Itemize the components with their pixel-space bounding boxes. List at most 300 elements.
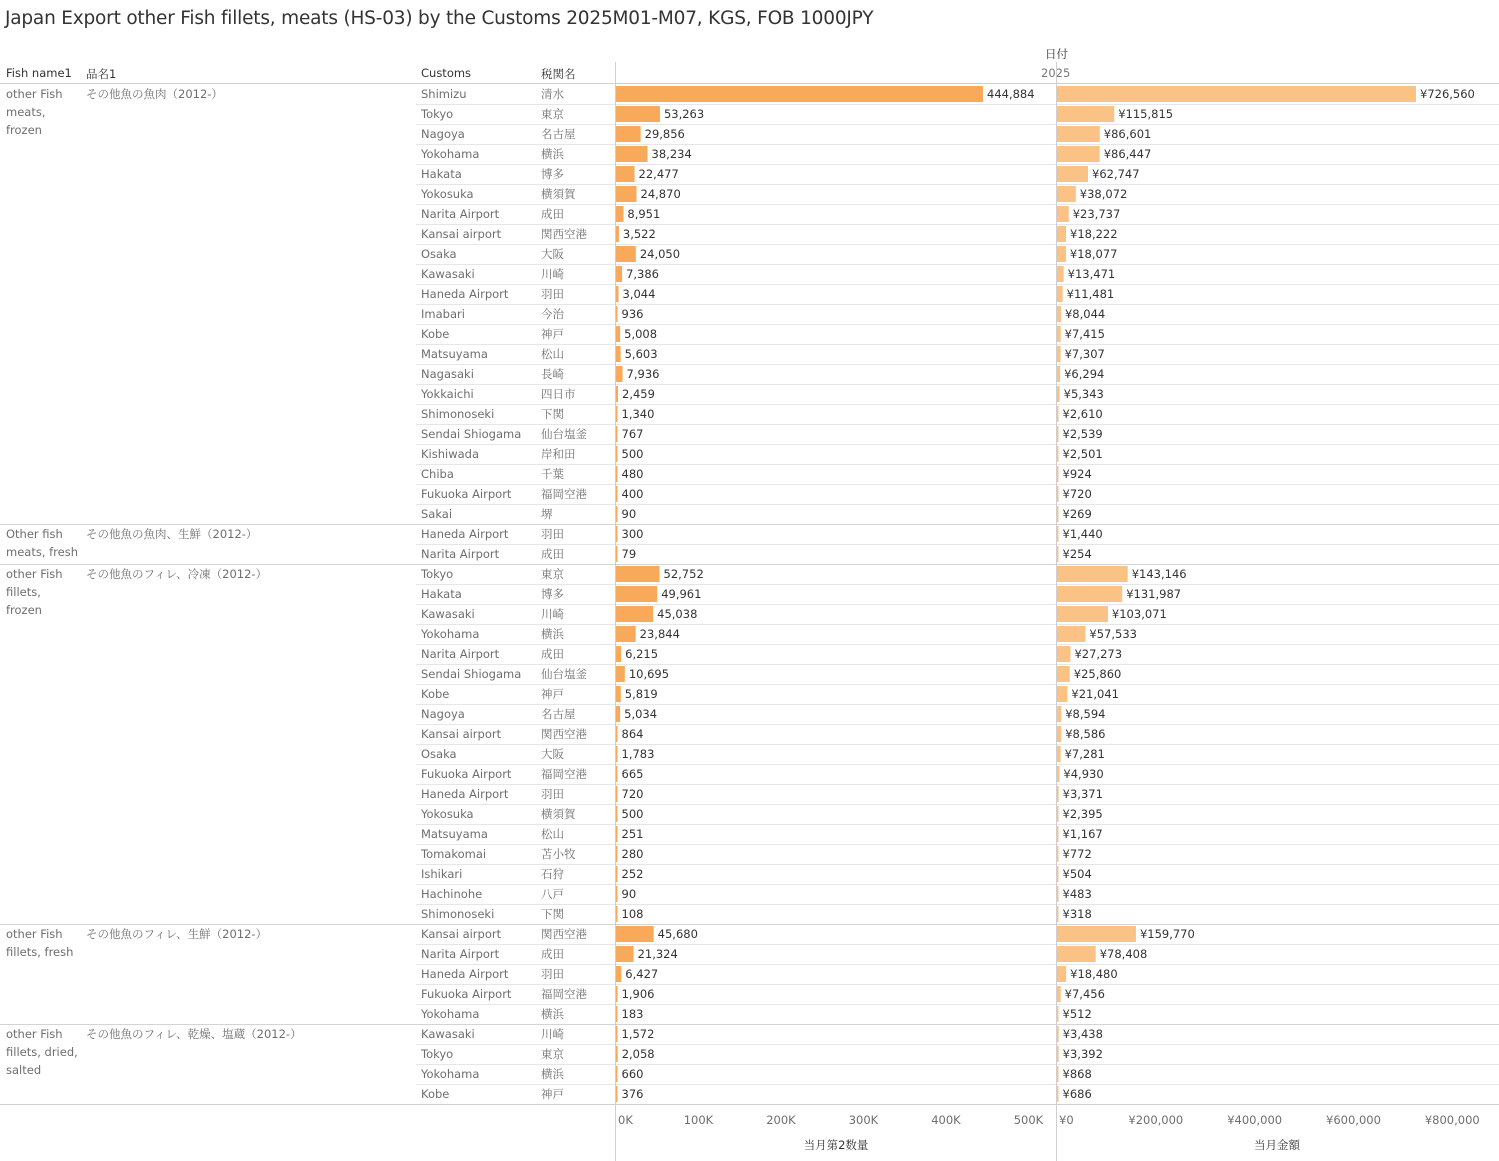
quantity-bar[interactable] (616, 466, 618, 482)
value-bar[interactable] (1057, 746, 1061, 762)
value-label: ¥924 (1062, 467, 1092, 481)
year-header: 2025 (1041, 66, 1071, 80)
value-bar[interactable] (1057, 706, 1061, 722)
value-bar[interactable] (1057, 366, 1060, 382)
quantity-bar[interactable] (616, 126, 641, 142)
quantity-bar[interactable] (616, 286, 619, 302)
quantity-label: 864 (621, 727, 644, 741)
value-bar[interactable] (1057, 1026, 1059, 1042)
quantity-bar[interactable] (616, 1086, 618, 1102)
zeikan-cell: 関西空港 (541, 727, 587, 741)
zeikan-cell: 博多 (541, 587, 564, 601)
quantity-bar[interactable] (616, 486, 618, 502)
value-label: ¥13,471 (1067, 267, 1116, 281)
quantity-label: 5,603 (624, 347, 658, 361)
quantity-label: 252 (621, 867, 644, 881)
value-bar[interactable] (1057, 766, 1059, 782)
zeikan-cell: 下関 (541, 407, 564, 421)
x-tick-label: ¥0 (1059, 1113, 1074, 1127)
value-label: ¥8,044 (1064, 307, 1106, 321)
value-bar[interactable] (1057, 1086, 1059, 1102)
zeikan-cell: 川崎 (541, 607, 564, 621)
zeikan-cell: 成田 (541, 947, 564, 961)
value-bar[interactable] (1057, 426, 1059, 442)
value-label: ¥86,447 (1103, 147, 1152, 161)
quantity-bar[interactable] (616, 426, 618, 442)
value-label: ¥512 (1062, 1007, 1092, 1021)
value-bar[interactable] (1057, 1066, 1059, 1082)
date-header: 日付 (1045, 47, 1068, 61)
hinmei-cell: その他魚のフィレ、生鮮（2012-） (86, 927, 268, 941)
quantity-bar[interactable] (616, 446, 618, 462)
quantity-label: 5,034 (624, 707, 658, 721)
value-bar[interactable] (1057, 446, 1059, 462)
quantity-bar[interactable] (616, 106, 660, 122)
quantity-label: 23,844 (639, 627, 680, 641)
customs-cell: Yokosuka (421, 187, 474, 201)
customs-cell: Nagoya (421, 127, 465, 141)
customs-cell: Kobe (421, 1087, 450, 1101)
zeikan-cell: 福岡空港 (541, 767, 587, 781)
x-tick-label: 200K (766, 1113, 796, 1127)
fish-name-cell: Other fish meats, fresh (6, 527, 79, 559)
customs-cell: Hachinohe (421, 887, 483, 901)
zeikan-cell: 千葉 (541, 467, 564, 481)
customs-cell: Yokkaichi (421, 387, 474, 401)
customs-cell: Kobe (421, 327, 450, 341)
quantity-label: 767 (621, 427, 644, 441)
zeikan-cell: 八戸 (541, 887, 564, 901)
value-bar[interactable] (1057, 126, 1100, 142)
zeikan-cell: 羽田 (541, 967, 564, 981)
fish-name-cell: other Fish fillets, frozen (6, 567, 63, 617)
x-tick-label: 0K (618, 1113, 633, 1127)
zeikan-cell: 名古屋 (541, 707, 576, 721)
value-bar[interactable] (1057, 786, 1059, 802)
value-label: ¥4,930 (1063, 767, 1104, 781)
quantity-bar[interactable] (616, 966, 621, 982)
customs-cell: Kawasaki (421, 607, 475, 621)
customs-cell: Sendai Shiogama (421, 667, 522, 681)
customs-cell: Imabari (421, 307, 465, 321)
value-label: ¥103,071 (1111, 607, 1167, 621)
customs-cell: Kansai airport (421, 927, 502, 941)
quantity-bar[interactable] (616, 146, 648, 162)
quantity-label: 6,427 (625, 967, 659, 981)
quantity-bar[interactable] (616, 566, 660, 582)
quantity-label: 936 (621, 307, 644, 321)
zeikan-cell: 神戸 (541, 327, 564, 341)
quantity-bar[interactable] (616, 366, 623, 382)
quantity-label: 1,340 (621, 407, 655, 421)
zeikan-cell: 羽田 (541, 527, 564, 541)
quantity-bar[interactable] (616, 1026, 618, 1042)
quantity-bar[interactable] (616, 406, 618, 422)
quantity-bar[interactable] (616, 226, 619, 242)
customs-cell: Haneda Airport (421, 287, 509, 301)
value-bar[interactable] (1057, 106, 1114, 122)
value-bar[interactable] (1057, 146, 1100, 162)
zeikan-cell: 川崎 (541, 267, 564, 281)
value-bar[interactable] (1057, 846, 1059, 862)
quantity-label: 53,263 (663, 107, 705, 121)
quantity-bar[interactable] (616, 926, 654, 942)
value-bar[interactable] (1057, 266, 1064, 282)
x-tick-label: ¥800,000 (1424, 1113, 1480, 1127)
quantity-label: 24,870 (640, 187, 681, 201)
quantity-bar[interactable] (616, 506, 618, 522)
customs-cell: Tomakomai (421, 847, 487, 861)
quantity-label: 3,522 (622, 227, 656, 241)
quantity-label: 300 (621, 527, 644, 541)
value-label: ¥772 (1062, 847, 1092, 861)
quantity-label: 7,936 (626, 367, 660, 381)
quantity-bar[interactable] (616, 766, 618, 782)
fish-name-cell: other Fish fillets, fresh (6, 927, 74, 959)
value-bar[interactable] (1057, 626, 1085, 642)
quantity-label: 720 (621, 787, 644, 801)
quantity-bar[interactable] (616, 686, 621, 702)
zeikan-cell: 成田 (541, 647, 564, 661)
zeikan-cell: 下関 (541, 907, 564, 921)
customs-cell: Ishikari (421, 867, 463, 881)
value-bar[interactable] (1057, 506, 1059, 522)
hinmei-cell: その他魚の魚肉、生鮮（2012-） (86, 527, 258, 541)
value-bar[interactable] (1057, 346, 1061, 362)
value-bar[interactable] (1057, 166, 1088, 182)
quantity-bar[interactable] (616, 826, 618, 842)
value-bar[interactable] (1057, 286, 1063, 302)
value-label: ¥27,273 (1074, 647, 1123, 661)
value-bar[interactable] (1057, 906, 1059, 922)
zeikan-cell: 長崎 (541, 367, 564, 381)
quantity-label: 52,752 (663, 567, 704, 581)
zeikan-cell: 石狩 (541, 867, 564, 881)
x-tick-label: 100K (683, 1113, 714, 1127)
quantity-bar[interactable] (616, 726, 618, 742)
quantity-bar[interactable] (616, 546, 618, 562)
quantity-bar[interactable] (616, 1046, 618, 1062)
customs-cell: Narita Airport (421, 547, 500, 561)
value-label: ¥21,041 (1071, 687, 1119, 701)
value-bar[interactable] (1057, 646, 1070, 662)
zeikan-cell: 横浜 (541, 147, 564, 161)
value-label: ¥25,860 (1073, 667, 1122, 681)
value-label: ¥7,456 (1064, 987, 1105, 1001)
value-label: ¥131,987 (1126, 587, 1182, 601)
zeikan-header[interactable]: 税関名 (541, 67, 576, 81)
value-label: ¥868 (1062, 1067, 1092, 1081)
value-bar[interactable] (1057, 726, 1061, 742)
quantity-bar[interactable] (616, 526, 618, 542)
customs-cell: Nagoya (421, 707, 465, 721)
value-bar[interactable] (1057, 566, 1128, 582)
quantity-bar[interactable] (616, 946, 634, 962)
quantity-label: 280 (621, 847, 644, 861)
customs-cell: Narita Airport (421, 947, 500, 961)
value-bar[interactable] (1057, 686, 1067, 702)
value-bar[interactable] (1057, 386, 1060, 402)
value-bar[interactable] (1057, 666, 1070, 682)
value-bar[interactable] (1057, 186, 1076, 202)
customs-cell: Yokosuka (421, 807, 474, 821)
value-label: ¥2,610 (1062, 407, 1103, 421)
quantity-label: 10,695 (628, 667, 670, 681)
quantity-label: 45,038 (657, 607, 698, 621)
customs-cell: Haneda Airport (421, 527, 509, 541)
quantity-bar[interactable] (616, 86, 983, 102)
x-tick-label: ¥200,000 (1128, 1113, 1184, 1127)
value-label: ¥57,533 (1089, 627, 1137, 641)
x-tick-label: 400K (931, 1113, 961, 1127)
x-tick-label: ¥400,000 (1227, 1113, 1283, 1127)
quantity-bar[interactable] (616, 906, 618, 922)
zeikan-cell: 四日市 (541, 387, 576, 401)
value-label: ¥483 (1062, 887, 1092, 901)
quantity-label: 3,044 (622, 287, 656, 301)
zeikan-cell: 清水 (541, 87, 564, 101)
hinmei-header[interactable]: 品名1 (86, 67, 117, 81)
value-bar[interactable] (1057, 306, 1061, 322)
quantity-label: 49,961 (661, 587, 702, 601)
value-bar[interactable] (1057, 546, 1059, 562)
value-label: ¥686 (1062, 1087, 1092, 1101)
customs-header[interactable]: Customs (421, 66, 472, 80)
quantity-label: 183 (621, 1007, 644, 1021)
value-bar[interactable] (1057, 326, 1061, 342)
value-label: ¥1,167 (1062, 827, 1103, 841)
customs-cell: Yokohama (421, 147, 480, 161)
zeikan-cell: 東京 (541, 107, 564, 121)
quantity-label: 90 (621, 887, 637, 901)
zeikan-cell: 羽田 (541, 287, 564, 301)
x-tick-label: 300K (848, 1113, 879, 1127)
value-bar[interactable] (1057, 806, 1059, 822)
quantity-label: 29,856 (644, 127, 685, 141)
customs-cell: Fukuoka Airport (421, 487, 512, 501)
value-label: ¥2,501 (1062, 447, 1103, 461)
customs-cell: Matsuyama (421, 347, 488, 361)
quantity-bar[interactable] (616, 206, 623, 222)
value-bar[interactable] (1057, 466, 1059, 482)
customs-cell: Tokyo (421, 107, 454, 121)
fish-name-header[interactable]: Fish name1 (6, 66, 72, 80)
chart-title: Japan Export other Fish fillets, meats (HS-03) by the Customs 2025M01-M07, KGS, FOB 1000JPY (5, 8, 874, 29)
hinmei-cell: その他魚の魚肉（2012-） (86, 87, 223, 101)
customs-cell: Kawasaki (421, 267, 475, 281)
quantity-label: 90 (621, 507, 637, 521)
customs-cell: Hakata (421, 167, 462, 181)
quantity-bar[interactable] (616, 806, 618, 822)
customs-cell: Shimonoseki (421, 407, 495, 421)
value-bar[interactable] (1057, 1006, 1059, 1022)
quantity-bar[interactable] (616, 706, 620, 722)
quantity-bar[interactable] (616, 986, 618, 1002)
customs-cell: Fukuoka Airport (421, 767, 512, 781)
zeikan-cell: 今治 (541, 307, 564, 321)
quantity-bar[interactable] (616, 866, 618, 882)
quantity-bar[interactable] (616, 186, 637, 202)
quantity-bar[interactable] (616, 326, 620, 342)
quantity-label: 480 (621, 467, 644, 481)
customs-cell: Yokohama (421, 627, 480, 641)
zeikan-cell: 大阪 (541, 747, 564, 761)
quantity-bar[interactable] (616, 1066, 618, 1082)
zeikan-cell: 松山 (541, 347, 564, 361)
quantity-label: 400 (621, 487, 644, 501)
quantity-bar[interactable] (616, 886, 618, 902)
customs-cell: Yokohama (421, 1007, 480, 1021)
value-label: ¥3,371 (1062, 787, 1103, 801)
hinmei-cell: その他魚のフィレ、乾燥、塩蔵（2012-） (86, 1027, 302, 1041)
customs-cell: Tokyo (421, 567, 454, 581)
quantity-label: 1,906 (621, 987, 655, 1001)
zeikan-cell: 仙台塩釜 (541, 667, 587, 681)
quantity-label: 6,215 (625, 647, 659, 661)
customs-cell: Kishiwada (421, 447, 480, 461)
value-label: ¥8,586 (1065, 727, 1106, 741)
value-label: ¥18,077 (1069, 247, 1118, 261)
customs-cell: Kawasaki (421, 1027, 475, 1041)
value-label: ¥726,560 (1420, 87, 1475, 101)
quantity-bar[interactable] (616, 626, 636, 642)
quantity-label: 5,819 (624, 687, 658, 701)
quantity-label: 1,572 (621, 1027, 655, 1041)
value-label: ¥11,481 (1066, 287, 1115, 301)
value-label: ¥8,594 (1065, 707, 1106, 721)
value-bar[interactable] (1057, 866, 1059, 882)
value-label: ¥86,601 (1103, 127, 1152, 141)
value-label: ¥7,307 (1064, 347, 1105, 361)
quantity-bar[interactable] (616, 386, 618, 402)
quantity-bar[interactable] (616, 606, 653, 622)
quantity-bar[interactable] (616, 586, 657, 602)
zeikan-cell: 大阪 (541, 247, 564, 261)
customs-cell: Kansai airport (421, 227, 502, 241)
quantity-label: 251 (621, 827, 644, 841)
zeikan-cell: 横須賀 (541, 807, 576, 821)
value-label: ¥3,438 (1062, 1027, 1103, 1041)
customs-cell: Nagasaki (421, 367, 474, 381)
zeikan-cell: 岸和田 (541, 447, 576, 461)
quantity-bar[interactable] (616, 1006, 618, 1022)
quantity-label: 108 (621, 907, 644, 921)
quantity-label: 500 (621, 447, 644, 461)
zeikan-cell: 福岡空港 (541, 487, 587, 501)
value-bar[interactable] (1057, 966, 1066, 982)
quantity-bar[interactable] (616, 666, 625, 682)
zeikan-cell: 苫小牧 (541, 847, 576, 861)
quantity-label: 38,234 (651, 147, 692, 161)
zeikan-cell: 東京 (541, 567, 564, 581)
customs-cell: Yokohama (421, 1067, 480, 1081)
value-bar[interactable] (1057, 526, 1059, 542)
value-label: ¥2,395 (1062, 807, 1103, 821)
quantity-label: 2,058 (621, 1047, 655, 1061)
customs-cell: Sendai Shiogama (421, 427, 522, 441)
value-bar[interactable] (1057, 886, 1059, 902)
value-bar[interactable] (1057, 1046, 1059, 1062)
value-label: ¥143,146 (1131, 567, 1187, 581)
zeikan-cell: 羽田 (541, 787, 564, 801)
quantity-bar[interactable] (616, 646, 621, 662)
value-label: ¥18,222 (1070, 227, 1118, 241)
customs-cell: Hakata (421, 587, 462, 601)
customs-cell: Sakai (421, 507, 453, 521)
quantity-label: 21,324 (637, 947, 678, 961)
value-bar[interactable] (1057, 606, 1108, 622)
zeikan-cell: 関西空港 (541, 227, 587, 241)
zeikan-cell: 博多 (541, 167, 564, 181)
quantity-bar[interactable] (616, 246, 636, 262)
zeikan-cell: 仙台塩釜 (541, 427, 587, 441)
customs-cell: Shimonoseki (421, 907, 495, 921)
value-bar[interactable] (1057, 926, 1136, 942)
customs-cell: Tokyo (421, 1047, 454, 1061)
quantity-bar[interactable] (616, 786, 618, 802)
quantity-label: 79 (621, 547, 637, 561)
value-bar[interactable] (1057, 986, 1061, 1002)
zeikan-cell: 成田 (541, 207, 564, 221)
quantity-bar[interactable] (616, 746, 618, 762)
quantity-label: 8,951 (627, 207, 661, 221)
quantity-label: 1,783 (621, 747, 655, 761)
zeikan-cell: 堺 (541, 507, 553, 521)
customs-cell: Narita Airport (421, 207, 500, 221)
quantity-bar[interactable] (616, 346, 621, 362)
value-bar[interactable] (1057, 586, 1122, 602)
value-bar[interactable] (1057, 826, 1059, 842)
zeikan-cell: 松山 (541, 827, 564, 841)
customs-cell: Narita Airport (421, 647, 500, 661)
customs-cell: Chiba (421, 467, 454, 481)
quantity-bar[interactable] (616, 306, 618, 322)
zeikan-cell: 関西空港 (541, 927, 587, 941)
value-label: ¥38,072 (1079, 187, 1128, 201)
fish-name-cell: other Fish meats, frozen (6, 87, 63, 137)
value-axis-title: 当月金額 (1254, 1138, 1300, 1152)
customs-cell: Kobe (421, 687, 450, 701)
value-label: ¥115,815 (1118, 107, 1174, 121)
zeikan-cell: 横浜 (541, 627, 564, 641)
zeikan-cell: 東京 (541, 1047, 564, 1061)
value-bar[interactable] (1057, 246, 1066, 262)
quantity-bar[interactable] (616, 846, 618, 862)
value-bar[interactable] (1057, 86, 1416, 102)
quantity-bar[interactable] (616, 266, 622, 282)
value-label: ¥1,440 (1062, 527, 1103, 541)
quantity-bar[interactable] (616, 166, 635, 182)
quantity-label: 24,050 (639, 247, 681, 261)
value-label: ¥7,415 (1064, 327, 1105, 341)
zeikan-cell: 横須賀 (541, 187, 576, 201)
zeikan-cell: 神戸 (541, 687, 564, 701)
value-bar[interactable] (1057, 486, 1059, 502)
quantity-label: 45,680 (657, 927, 698, 941)
value-label: ¥504 (1062, 867, 1092, 881)
value-label: ¥7,281 (1064, 747, 1105, 761)
value-bar[interactable] (1057, 206, 1069, 222)
quantity-label: 22,477 (638, 167, 679, 181)
customs-cell: Fukuoka Airport (421, 987, 512, 1001)
value-bar[interactable] (1057, 946, 1096, 962)
customs-cell: Shimizu (421, 87, 467, 101)
value-bar[interactable] (1057, 226, 1066, 242)
customs-cell: Matsuyama (421, 827, 488, 841)
quantity-label: 500 (621, 807, 644, 821)
value-bar[interactable] (1057, 406, 1059, 422)
value-label: ¥3,392 (1062, 1047, 1103, 1061)
